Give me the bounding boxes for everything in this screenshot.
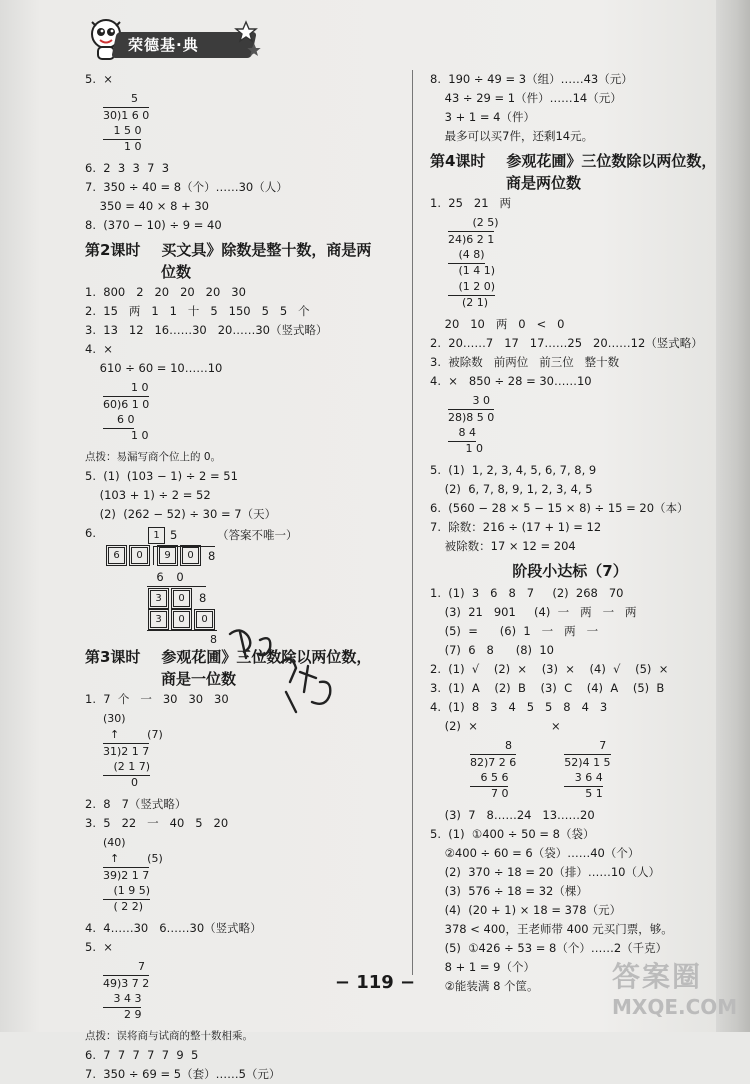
- answer-line: 6. 7 7 7 7 7 9 5: [85, 1048, 199, 1062]
- digit-box: 0: [173, 590, 190, 607]
- answer-line: 2. 15 两 1 1 十 5 150 5 5 个: [85, 304, 310, 318]
- trial-division: (40) ↑ (5) 39)2 1 7 (1 9 5) ( 2 2): [103, 836, 163, 913]
- book-binding-shadow: [716, 0, 750, 1032]
- answer-line: 3. 5 22 一 40 5 20: [85, 816, 229, 830]
- digit-box: 0: [182, 547, 199, 564]
- answer-line: 378 < 400，王老师带 400 元买门票，够。: [430, 922, 673, 936]
- trial-division: (30) ↑ (7) 31)2 1 7 (2 1 7) 0: [103, 712, 163, 789]
- long-division: 5 30)1 6 0 1 5 0 1 0: [103, 92, 150, 153]
- answer-line: 6. 2 3 3 7 3: [85, 161, 170, 175]
- answer-line: 8 + 1 = 9（个）: [430, 960, 535, 974]
- answer-line: 2. (1) √ (2) × (3) × (4) √ (5) ×: [430, 662, 669, 676]
- answer-line: 20 10 两 0 < 0: [430, 317, 565, 331]
- long-division: 7 52)4 1 5 3 6 4 5 1: [564, 739, 611, 800]
- answer-line: 7. 除数：216 ÷ (17 + 1) = 12: [430, 520, 602, 534]
- answer-line: 5. ×: [85, 940, 113, 954]
- answer-line: 5. (1) ①400 ÷ 50 = 8（袋）: [430, 827, 595, 841]
- answer-line: 3. (1) A (2) B (3) C (4) A (5) B: [430, 681, 665, 695]
- long-division: 8 82)7 2 6 6 5 6 7 0: [470, 739, 517, 800]
- answer-line: (2) 370 ÷ 18 = 20（排）……10（人）: [430, 865, 660, 879]
- long-division: 7 49)3 7 2 3 4 3 2 9: [103, 960, 150, 1021]
- answer-line: 2. 8 7（竖式略）: [85, 797, 187, 811]
- answer-line: ②400 ÷ 60 = 6（袋）……40（个）: [430, 846, 640, 860]
- digit-box: 1: [148, 527, 165, 544]
- star-icon-small: [246, 42, 262, 58]
- digit-box: 3: [150, 611, 167, 628]
- answer-line: (103 + 1) ÷ 2 = 52: [85, 488, 211, 502]
- answer-line: (5) = (6) 1 一 两 一: [430, 624, 599, 638]
- digit-box: 3: [150, 590, 167, 607]
- answer-line: 5. ×: [85, 72, 113, 86]
- digit-box: 6: [108, 547, 125, 564]
- digit-box: 0: [173, 611, 190, 628]
- answer-line: 1. 800 2 20 20 20 30: [85, 285, 246, 299]
- answer-line: (2) 6, 7, 8, 9, 1, 2, 3, 4, 5: [430, 482, 593, 496]
- answer-line: 43 ÷ 29 = 1（件）……14（元）: [430, 91, 622, 105]
- answer-line: 5. (1) (103 − 1) ÷ 2 = 51: [85, 469, 238, 483]
- answer-line: 4. 4……30 6……30（竖式略）: [85, 921, 262, 935]
- long-division: 1 0 60)6 1 0 6 0 1 0: [103, 381, 150, 442]
- left-column: [85, 70, 395, 1084]
- answer-line: 3. 被除数 前两位 前三位 整十数: [430, 355, 620, 369]
- answer-line: 3. 13 12 16……30 20……30（竖式略）: [85, 323, 328, 337]
- answer-line: 5. (1) 1, 2, 3, 4, 5, 6, 7, 8, 9: [430, 463, 597, 477]
- answer-line: 610 ÷ 60 = 10……10: [85, 361, 223, 375]
- watermark: 答案圈 MXQE.COM: [612, 960, 738, 1019]
- answer-line: 最多可以买7件，还剩14元。: [430, 129, 594, 143]
- answer-line: 4. ×: [85, 342, 113, 356]
- box-division-puzzle: 6. 1 5 （答案不唯一） 6 0 9 0 8 6 0 3 0 8 3 0 0 8: [85, 524, 395, 634]
- answer-line: 被除数：17 × 12 = 204: [430, 539, 576, 553]
- answer-line: (2) × ×: [430, 719, 561, 733]
- answer-line: 8. (370 − 10) ÷ 9 = 40: [85, 218, 222, 232]
- answer-line: 4. × 850 ÷ 28 = 30……10: [430, 374, 592, 388]
- answer-line: 3 + 1 = 4（件）: [430, 110, 535, 124]
- answer-line: ②能装满 8 个筐。: [430, 979, 539, 993]
- digit-box: 9: [159, 547, 176, 564]
- series-logo: [84, 16, 259, 68]
- answer-line: (3) 576 ÷ 18 = 32（棵）: [430, 884, 588, 898]
- answer-line: (3) 7 8……24 13……20: [430, 808, 595, 822]
- answer-line: 7. 350 ÷ 69 = 5（套）……5（元）: [85, 1067, 281, 1081]
- division-pair: [430, 736, 710, 806]
- answer-line: 6. (560 − 28 × 5 − 15 × 8) ÷ 15 = 20（本）: [430, 501, 689, 515]
- answer-line: 8. 190 ÷ 49 = 3（组）……43（元）: [430, 72, 633, 86]
- tip-note: 点拨：误将商与试商的整十数相乘。: [85, 1030, 253, 1042]
- answer-line: (7) 6 8 (8) 10: [430, 643, 554, 657]
- answer-line: 2. 20……7 17 17……25 20……12（竖式略）: [430, 336, 703, 350]
- answer-line: 7. 350 ÷ 40 = 8（个）……30（人）: [85, 180, 288, 194]
- answer-line: 1. 25 21 两: [430, 196, 511, 210]
- long-division: 3 0 28)8 5 0 8 4 1 0: [448, 394, 495, 455]
- answer-line: 4. (1) 8 3 4 5 5 8 4 3: [430, 700, 608, 714]
- digit-box: 0: [131, 547, 148, 564]
- lesson-title: 第4课时 参观花圃》三位数除以两位数， 商是两位数: [430, 152, 717, 192]
- answer-line: (4) (20 + 1) × 18 = 378（元）: [430, 903, 622, 917]
- answer-line: (2) (262 − 52) ÷ 30 = 7（天）: [85, 507, 277, 521]
- long-division: (2 5) 24)6 2 1 (4 8) (1 4 1) (1 2 0) (2 1): [448, 216, 499, 309]
- answer-line: 350 = 40 × 8 + 30: [85, 199, 209, 213]
- lesson-title: 第3课时 参观花圃》三位数除以两位数， 商是一位数: [85, 648, 372, 688]
- handwritten-scribble: [200, 622, 350, 717]
- stage-test-title: 阶段小达标（7）: [512, 562, 628, 580]
- answer-line: 1. (1) 3 6 8 7 (2) 268 70: [430, 586, 624, 600]
- answer-line: 1. 7 个 一 30 30 30: [85, 692, 229, 706]
- tip-note: 点拨：易漏写商个位上的 0。: [85, 451, 222, 463]
- digit-box: 0: [196, 611, 213, 628]
- lesson-title: 第2课时 买文具》除数是整十数，商是两 位数: [85, 241, 372, 281]
- star-icon: [234, 20, 258, 44]
- answer-line: (3) 21 901 (4) 一 两 一 两: [430, 605, 637, 619]
- answer-line: (5) ①426 ÷ 53 = 8（个）……2（千克）: [430, 941, 668, 955]
- page-number: − 119 −: [334, 972, 416, 993]
- column-divider: [412, 70, 413, 975]
- logo-text: 荣德基·典: [128, 36, 199, 54]
